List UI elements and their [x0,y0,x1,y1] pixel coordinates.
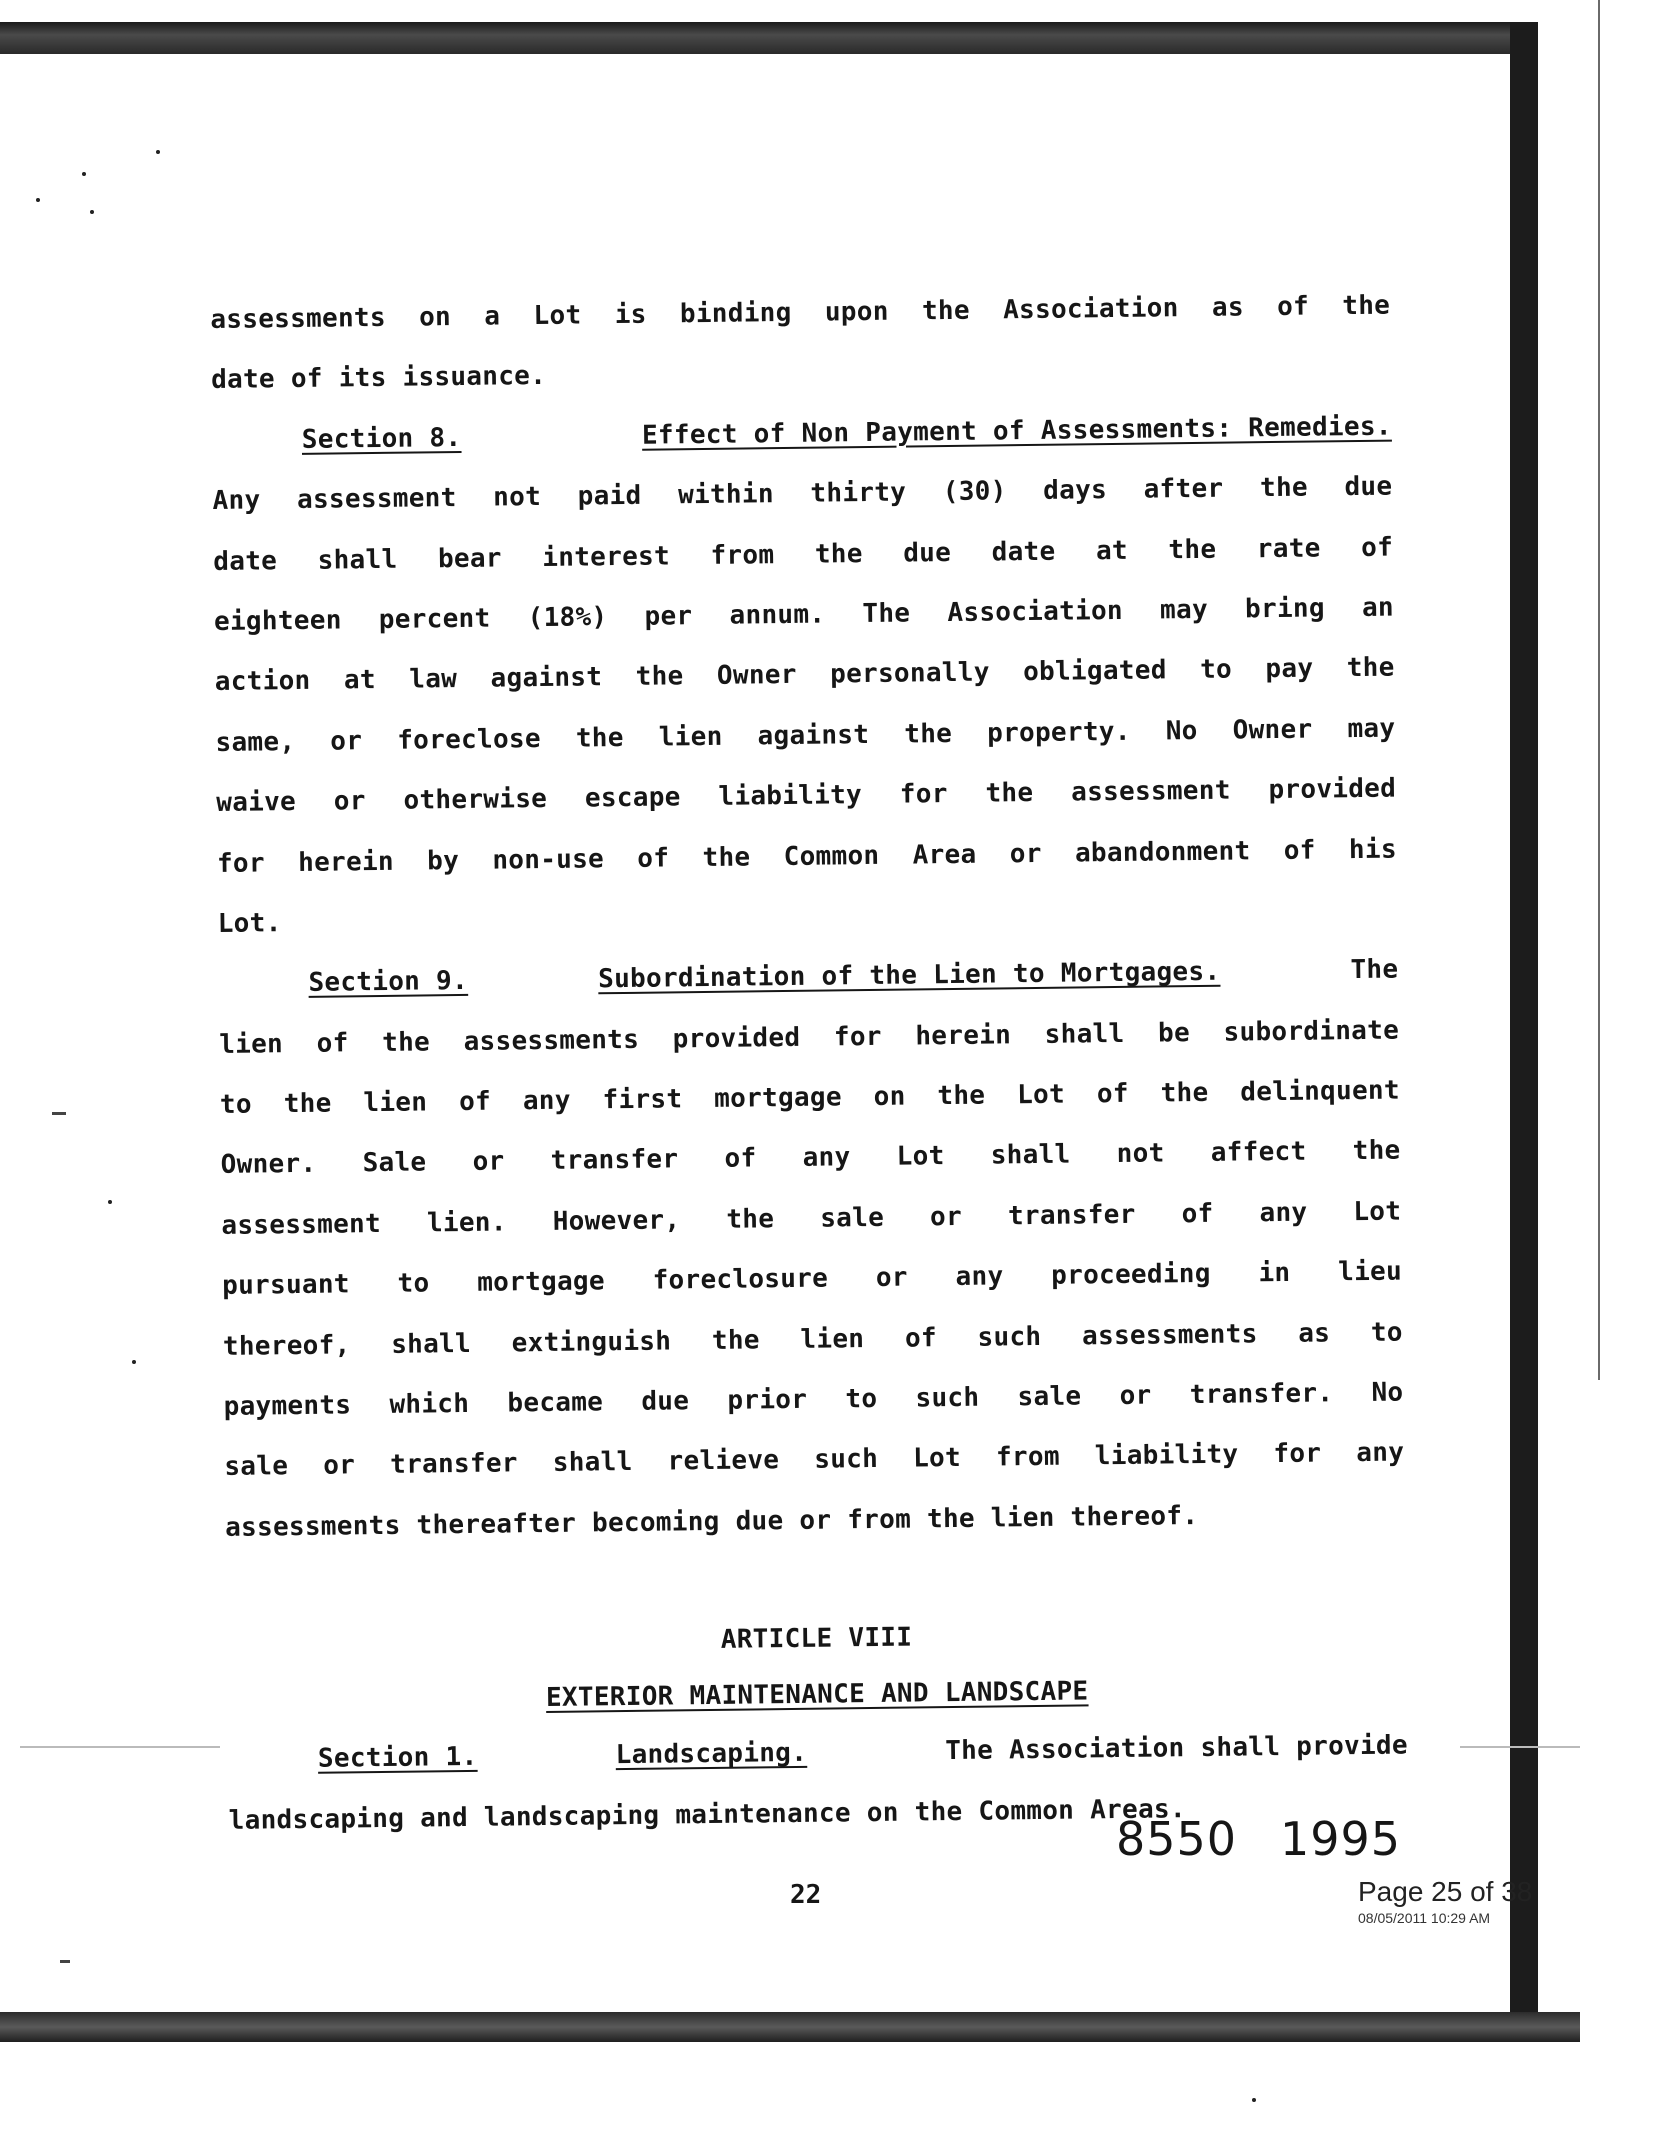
word: in [1258,1258,1291,1289]
word: of [904,1322,938,1354]
word: lien [219,1028,284,1060]
word: percent [378,603,491,635]
word: Any [212,485,261,517]
print-timestamp: 08/05/2011 10:29 AM [1358,1910,1491,1926]
word: the [937,1080,986,1112]
word: subordinate [1223,1015,1400,1048]
word: on [873,1081,906,1113]
word: The [862,598,911,630]
word: Owner [716,660,797,692]
word: or [330,725,363,757]
scan-mark [20,1746,220,1748]
word: after [1143,473,1224,505]
word: liability [718,780,863,812]
word: date [991,536,1056,568]
scan-speck [36,198,40,202]
word: foreclose [397,723,542,756]
section-title-tail: The Association shall provide [945,1730,1409,1767]
word: the [904,718,953,750]
word: otherwise [403,784,548,816]
word: action [214,666,311,698]
word: the [702,841,751,873]
word: shall [391,1328,472,1360]
word: any [955,1261,1004,1293]
word: of [1276,291,1310,322]
word: sale [820,1202,885,1234]
word: personally [829,657,990,690]
word: of [458,1086,492,1118]
scan-border-right [1510,22,1538,2032]
section-label: Section 8. [301,422,462,455]
word: or [929,1201,963,1233]
scan-edge-line [1598,0,1600,1380]
word: (18%) [527,602,608,634]
word: No [1371,1377,1404,1408]
page-counter: Page 25 of 38 [1358,1876,1533,1907]
word: provided [672,1022,801,1055]
word: assessment [221,1208,382,1241]
word: transfer [389,1448,518,1481]
word: sale [1017,1381,1082,1413]
word: assessments [463,1024,640,1057]
word: his [1348,834,1397,865]
word: pay [1265,653,1314,685]
word: the [283,1088,332,1120]
word: the [726,1204,775,1235]
word: to [1199,654,1233,686]
word: any [522,1085,571,1117]
word: may [1347,713,1396,744]
word: to [845,1383,878,1415]
word: the [711,1325,760,1356]
word: against [490,662,603,694]
word: rate [1256,533,1321,564]
scan-mark [52,1112,66,1115]
section-title-tail: The [1350,954,1399,986]
word: Owner. [220,1149,317,1181]
word: shall [1044,1018,1125,1050]
section-title: Landscaping. [615,1738,808,1771]
word: Owner [1232,714,1313,746]
scan-mark [1460,1746,1580,1748]
word: as [1298,1318,1331,1349]
word: date [213,545,278,577]
word: the [1160,1077,1209,1109]
text-line: date of its issuance. [210,361,547,396]
word: relieve [667,1445,780,1477]
word: for [899,779,948,810]
word: herein [915,1019,1012,1052]
word: mortgage [714,1082,843,1114]
word: lien. [426,1207,507,1239]
word: Sale [362,1147,427,1179]
text-line: assessments thereafter becoming due or from the lien thereof. [224,1500,1199,1543]
word: or [323,1450,356,1482]
word: the [575,722,624,754]
word: due [641,1386,690,1417]
word: abandonment [1074,835,1251,868]
word: Lot [1016,1079,1066,1111]
word: due [903,537,952,569]
word: or [1009,838,1042,869]
word: same, [215,726,296,758]
scan-speck [82,172,86,176]
scan-speck [156,150,160,154]
word: Area [912,839,977,870]
word: the [1168,534,1217,565]
recording-number: 8550 [1116,1812,1238,1866]
word: of [724,1143,757,1175]
word: interest [542,540,671,573]
word: the [921,295,971,327]
page-number: 22 [790,1880,822,1910]
recording-book: 1995 [1280,1812,1402,1866]
document-body [210,276,1409,1851]
word: days [1043,475,1108,507]
word: at [1095,535,1129,566]
scan-speck [1252,2098,1256,2102]
word: against [757,719,870,752]
word: waive [216,787,297,819]
section-title: Effect of Non Payment of Assessments: Remedies. [641,411,1392,451]
word: first [602,1084,683,1116]
word: Lot [912,1443,962,1474]
word: which [389,1388,470,1420]
word: lieu [1337,1256,1403,1288]
word: transfer [1007,1199,1136,1232]
word: However, [552,1205,681,1237]
word: herein [297,846,395,878]
word: shall [990,1140,1071,1171]
word: of [1096,1078,1129,1110]
word: of [1283,835,1316,866]
word: transfer. [1189,1378,1334,1411]
word: an [1361,592,1395,623]
word: not [493,482,542,513]
article-number: ARTICLE VIII [720,1622,913,1656]
word: affect [1210,1137,1307,1169]
word: by [426,845,460,876]
section-label: Section 1. [317,1742,478,1774]
word: such [814,1444,879,1476]
word: bring [1244,593,1326,625]
word: proceeding [1051,1259,1211,1292]
word: Common [783,840,880,872]
word: pursuant [221,1269,350,1302]
word: transfer [550,1144,679,1177]
word: of [1361,532,1394,563]
word: as [1211,292,1245,323]
word: for [833,1021,882,1053]
word: or [875,1262,908,1294]
word: from [710,539,775,571]
word: any [1356,1437,1405,1469]
word: the [1342,290,1391,322]
word: of [316,1028,349,1059]
word: lien [658,721,723,753]
word: due [1344,471,1393,503]
word: provided [1268,773,1397,806]
text-line: landscaping and landscaping maintenance on the Common Areas. [228,1793,1187,1836]
word: annum. [729,599,826,631]
word: or [472,1146,505,1178]
word: assessment [1070,775,1231,808]
word: to [1370,1317,1403,1348]
word: lien [363,1087,428,1119]
word: at [343,665,377,696]
word: Lot [896,1141,945,1173]
word: the [1259,472,1309,504]
word: non-use [492,843,605,876]
word: not [1116,1138,1165,1170]
text-line: Lot. [217,908,282,939]
word: mortgage [477,1266,606,1299]
word: property. [986,716,1131,749]
word: for [216,847,266,879]
word: or [1119,1380,1152,1412]
word: the [1352,1135,1401,1167]
word: assessments [1081,1318,1258,1352]
word: assessment [296,483,457,516]
section-label: Section 9. [308,966,469,999]
word: extinguish [511,1326,672,1359]
word: shall [552,1447,633,1479]
word: No [1165,715,1198,747]
word: bear [437,543,502,574]
word: any [802,1142,851,1174]
scan-border-bottom [0,2012,1580,2042]
word: the [985,778,1034,809]
article-title: EXTERIOR MAINTENANCE AND LANDSCAPE [545,1676,1089,1714]
word: the [381,1027,431,1058]
scan-speck [108,1200,112,1204]
word: binding [679,297,792,330]
word: be [1157,1017,1191,1049]
word: such [977,1321,1042,1353]
word: any [1259,1197,1308,1229]
word: eighteen [213,605,342,637]
word: upon [824,296,889,328]
word: liability [1094,1439,1239,1472]
word: paid [577,480,642,512]
word: the [1346,652,1395,684]
word: assessments [210,302,387,335]
word: is [614,299,647,331]
word: such [915,1382,980,1414]
section-title: Subordination of the Lien to Mortgages. [598,957,1221,995]
scan-mark [60,1960,70,1963]
word: of [1181,1198,1214,1230]
word: delinquent [1240,1075,1401,1108]
word: obligated [1022,655,1167,688]
word: may [1159,594,1209,626]
word: or [333,786,366,817]
word: Lot [533,300,582,332]
word: Association [947,595,1124,628]
word: on [418,302,452,333]
word: to [219,1089,253,1121]
word: from [995,1442,1061,1473]
word: to [397,1268,430,1300]
word: (30) [942,476,1007,508]
word: foreclosure [652,1263,829,1296]
word: escape [584,782,681,814]
word: per [644,601,693,632]
word: lien [800,1323,865,1355]
word: Lot [1353,1196,1402,1227]
word: sale [224,1451,289,1483]
scan-speck [132,1360,136,1364]
word: Association [1002,293,1179,326]
word: payments [223,1390,352,1422]
word: within [677,479,775,511]
word: the [635,661,684,693]
word: thereof, [222,1330,351,1362]
scan-border-top [0,22,1520,54]
word: prior [727,1384,808,1416]
scan-speck [90,210,94,214]
word: thirty [810,477,907,509]
word: law [409,664,458,695]
word: of [637,842,670,874]
word: a [484,301,501,332]
word: for [1273,1438,1322,1470]
word: the [814,538,863,570]
word: became [507,1387,604,1419]
word: shall [317,544,398,576]
